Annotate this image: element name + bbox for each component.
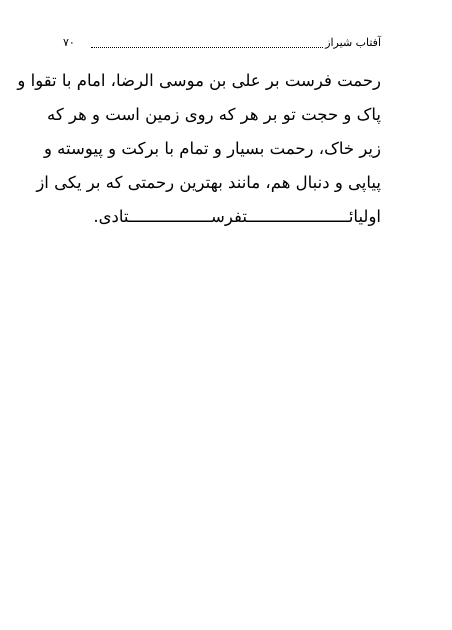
running-title: آفتاب شیراز	[325, 36, 381, 49]
text-line: رحمت فرست بر علی بن موسی الرضا، امام با تقوا و	[17, 71, 381, 90]
text-line: اولیائـــــــــــــــــــــتفرســـــــــــــــــتادی.	[93, 207, 381, 226]
page-number: ۷۰	[63, 36, 75, 49]
text-line: پاک و حجت تو بر هر که روی زمین است و هر که	[47, 105, 381, 124]
body-paragraph	[17, 64, 381, 234]
text-line: پیاپی و دنبال هم، مانند بهترین رحمتی که بر یکی از	[36, 173, 381, 192]
text-line: زیر خاک، رحمت بسیار و تمام با برکت و پیوسته و	[43, 139, 381, 158]
header-dotted-rule	[91, 47, 323, 48]
page-header	[63, 34, 381, 56]
